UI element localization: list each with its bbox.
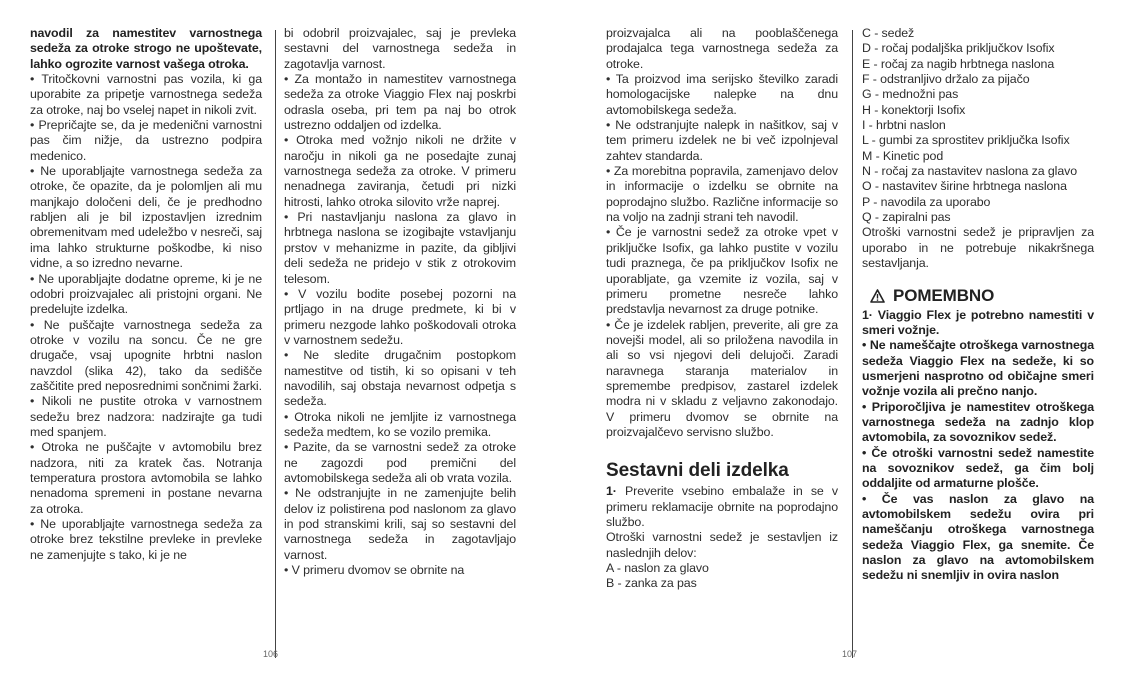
important-item: • Priporočljiva je namestitev otroškega varnostnega sedeža na zadnjo klop avtomobila, za sovoznikov sedež. xyxy=(862,399,1094,445)
list-item: E - ročaj za nagib hrbtnega naslona xyxy=(862,56,1055,71)
important-title: POMEMBNO xyxy=(893,285,995,305)
list-item: F - odstranljivo držalo za pijačo xyxy=(862,72,1030,87)
section-intro-number: 1· xyxy=(606,484,617,499)
column-divider-left xyxy=(275,30,276,658)
page-number-left: 106 xyxy=(263,649,279,659)
list-item: O - nastavitev širine hrbtnega naslona xyxy=(862,179,1067,194)
list-item: M - Kinetic pod xyxy=(862,148,944,163)
list-item: L - gumbi za sprostitev priključka Isofix xyxy=(862,133,1070,148)
paragraph: • Tritočkovni varnostni pas vozila, ki ga uporabite za pripetje varnostnega sedeža za otroke, naj bo vselej napet in nikoli zvit. xyxy=(30,72,262,117)
paragraph: • V primeru dvomov se obrnite na xyxy=(284,563,465,578)
paragraph: • Otroka nikoli ne jemljite iz varnostnega sedeža medtem, ko se vozilo premika. xyxy=(284,409,516,439)
section-intro-text: Preverite vsebino embalaže in se v primeru reklamacije obrnite na poprodajno službo. xyxy=(606,484,838,529)
paragraph: • Otroka med vožnjo nikoli ne držite v naročju in nikoli ga ne posedajte zunaj varnostnega sedeža za otroke. V primeru nenadnega zaviranja, četudi pri nizki hitrosti, lahko otroka silovito vrže naprej. xyxy=(284,133,516,209)
list-item: D - ročaj podaljška priključkov Isofix xyxy=(862,41,1055,56)
important-item: 1· Viaggio Flex je potrebno namestiti v smeri vožnje. xyxy=(862,307,1094,337)
paragraph: • Za morebitna popravila, zamenjavo delov in informacije o izdelku se obrnite na poprodajno službo. Različne informacije so na voljo na zadnji strani teh navodil. xyxy=(606,164,838,225)
paragraph: bi odobril proizvajalec, saj je prevleka sestavni del varnostnega sedeža in zagotavlja varnost. xyxy=(284,26,516,71)
paragraph: proizvajalca ali na pooblaščenega prodajalca tega varnostnega sedeža za otroke. xyxy=(606,26,838,71)
paragraph: • V vozilu bodite posebej pozorni na prtljago in na druge predmete, ki bi v primeru nezgode lahko poškodovali otroka v varnostnem sedežu. xyxy=(284,286,516,347)
paragraph: • Če je izdelek rabljen, preverite, ali gre za novejši model, ali so priložena navodila in ali so vsi njegovi deli delujoči. Zaradi naravnega staranja materialov in spremembe predpisov, zastarel izdelek modra ni v skladu z veljavno zakonodajo. V primeru dvomov se obrnite na proizvajalčevo servisno službo. xyxy=(606,317,838,439)
list-item: B - zanka za pas xyxy=(606,576,697,591)
section-intro xyxy=(606,484,838,530)
left-page-column-2 xyxy=(284,26,516,578)
warning-triangle-icon xyxy=(870,288,885,308)
parts-list-a xyxy=(606,561,838,592)
list-item: P - navodila za uporabo xyxy=(862,194,991,209)
section-title: Sestavni deli izdelka xyxy=(606,460,789,482)
paragraph: • Prepričajte se, da je medenični varnostni pas čim nižje, da ustrezno podpira medenico. xyxy=(30,118,262,163)
paragraph: • Ne odstranjujte nalepk in našitkov, saj v tem primeru izdelek ne bi več izpolnjeval zahtev standarda. xyxy=(606,118,838,163)
important-item: • Če otroški varnostni sedež namestite na sovoznikov sedež, ga čim bolj oddaljite od armaturne plošče. xyxy=(862,445,1094,491)
important-item: • Če vas naslon za glavo na avtomobilskem sedežu ovira pri nameščanju otroškega varnostnega sedeža Viaggio Flex, ga snemite. Če naslon za glavo na avtomobilskem sedežu ni snemljiv in ovira naslon xyxy=(862,491,1094,583)
paragraph: • Pri nastavljanju naslona za glavo in hrbtnega naslona se izogibajte vstavljanju prstov v mehanizme in pazite, da gibljivi deli sedeža ne pridejo v stik z otrokovim telesom. xyxy=(284,210,516,286)
list-item: H - konektorji Isofix xyxy=(862,102,966,117)
list-item: A - naslon za glavo xyxy=(606,561,709,575)
list-item: N - ročaj za nastavitev naslona za glavo xyxy=(862,164,1078,179)
left-page-column-1 xyxy=(30,26,262,563)
paragraph: • Nikoli ne pustite otroka v varnostnem sedežu brez nadzora: nadzirajte ga tudi med spanjem. xyxy=(30,394,262,439)
right-page-column-3 xyxy=(606,26,838,592)
parts-note: Otroški varnostni sedež je pripravljen za uporabo in ne potrebuje nikakršnega sestavljanja. xyxy=(862,225,1094,271)
paragraph: • Če je varnostni sedež za otroke vpet v priključke Isofix, ga lahko pustite v vozilu tudi praznega, če pa priključkov Isofix ne uporabljate, ga vzemite iz vozila, saj v primeru prometne nesreče lahko predstavlja nevarnost za druge potnike. xyxy=(606,225,838,317)
paragraph: • Ne odstranjujte in ne zamenjujte belih delov iz polistirena pod naslonom za glavo in pod stranskimi krili, saj so sestavni del varnostnega sedeža in zagotavljajo varnost. xyxy=(284,486,516,562)
paragraph: • Ne uporabljajte dodatne opreme, ki je ne odobri proizvajalec ali pristojni organi. Ne predelujte izdelka. xyxy=(30,271,262,317)
important-heading xyxy=(862,286,1094,308)
paragraph: • Pazite, da se varnostni sedež za otroke ne zagozdi pod premični del avtomobilskega sedeža ali ob vrata vozila. xyxy=(284,440,516,485)
list-item: G - mednožni pas xyxy=(862,87,959,102)
paragraph: • Otroka ne puščajte v avtomobilu brez nadzora, niti za kratek čas. Notranja temperatura prostora avtomobila se lahko nenadoma spremeni in postane nevarna za otroka. xyxy=(30,440,262,516)
paragraph: • Ta proizvod ima serijsko številko zaradi homologacijske nalepke na dnu avtomobilskega sedeža. xyxy=(606,72,838,117)
paragraph: navodil za namestitev varnostnega sedeža za otroke strogo ne upoštevate, lahko ogrozite varnost vašega otroka. xyxy=(30,26,262,71)
list-item: C - sedež xyxy=(862,26,915,40)
right-page-column-4 xyxy=(862,26,1094,584)
list-item: I - hrbtni naslon xyxy=(862,118,946,133)
page-number-right: 107 xyxy=(842,649,858,659)
parts-list-b xyxy=(862,26,1094,225)
list-item: Q - zapiralni pas xyxy=(862,210,951,225)
column-divider-right xyxy=(852,30,853,658)
paragraph: • Ne puščajte varnostnega sedeža za otroke v vozilu na soncu. Če ne gre drugače, vsaj upognite hrbtni naslon navzdol (slika 42), tako da sedišče zaščitite pred neposrednimi sončnimi žarki. xyxy=(30,317,262,393)
paragraph: • Ne sledite drugačnim postopkom namestitve od tistih, ki so opisani v teh navodilih, saj obstaja nevarnost odpetja s sedeža. xyxy=(284,348,516,409)
section-text: Otroški varnostni sedež je sestavljen iz naslednjih delov: xyxy=(606,530,838,560)
paragraph: • Ne uporabljajte varnostnega sedeža za otroke brez tekstilne prevleke in prevleke ne zamenjujte s tako, ki je ne xyxy=(30,517,262,562)
paragraph: • Za montažo in namestitev varnostnega sedeža za otroke Viaggio Flex naj poskrbi odrasla oseba, pri tem pa naj bo otrok ustrezno oddaljen od izdelka. xyxy=(284,72,516,133)
paragraph: • Ne uporabljajte varnostnega sedeža za otroke, če opazite, da je polomljen ali mu manjkajo določeni deli, če je predhodno rabljen ali je bil izpostavljen izrednim obremenitvam med udeležbo v nesreči, saj ima lahko strukturne poškodbe, ki niso vidne, a so izredno nevarne. xyxy=(30,164,262,271)
important-item: • Ne nameščajte otroškega varnostnega sedeža Viaggio Flex na sedeže, ki so usmerjeni nasprotno od običajne smeri vožnje vozila ali prečno nanjo. xyxy=(862,338,1094,399)
